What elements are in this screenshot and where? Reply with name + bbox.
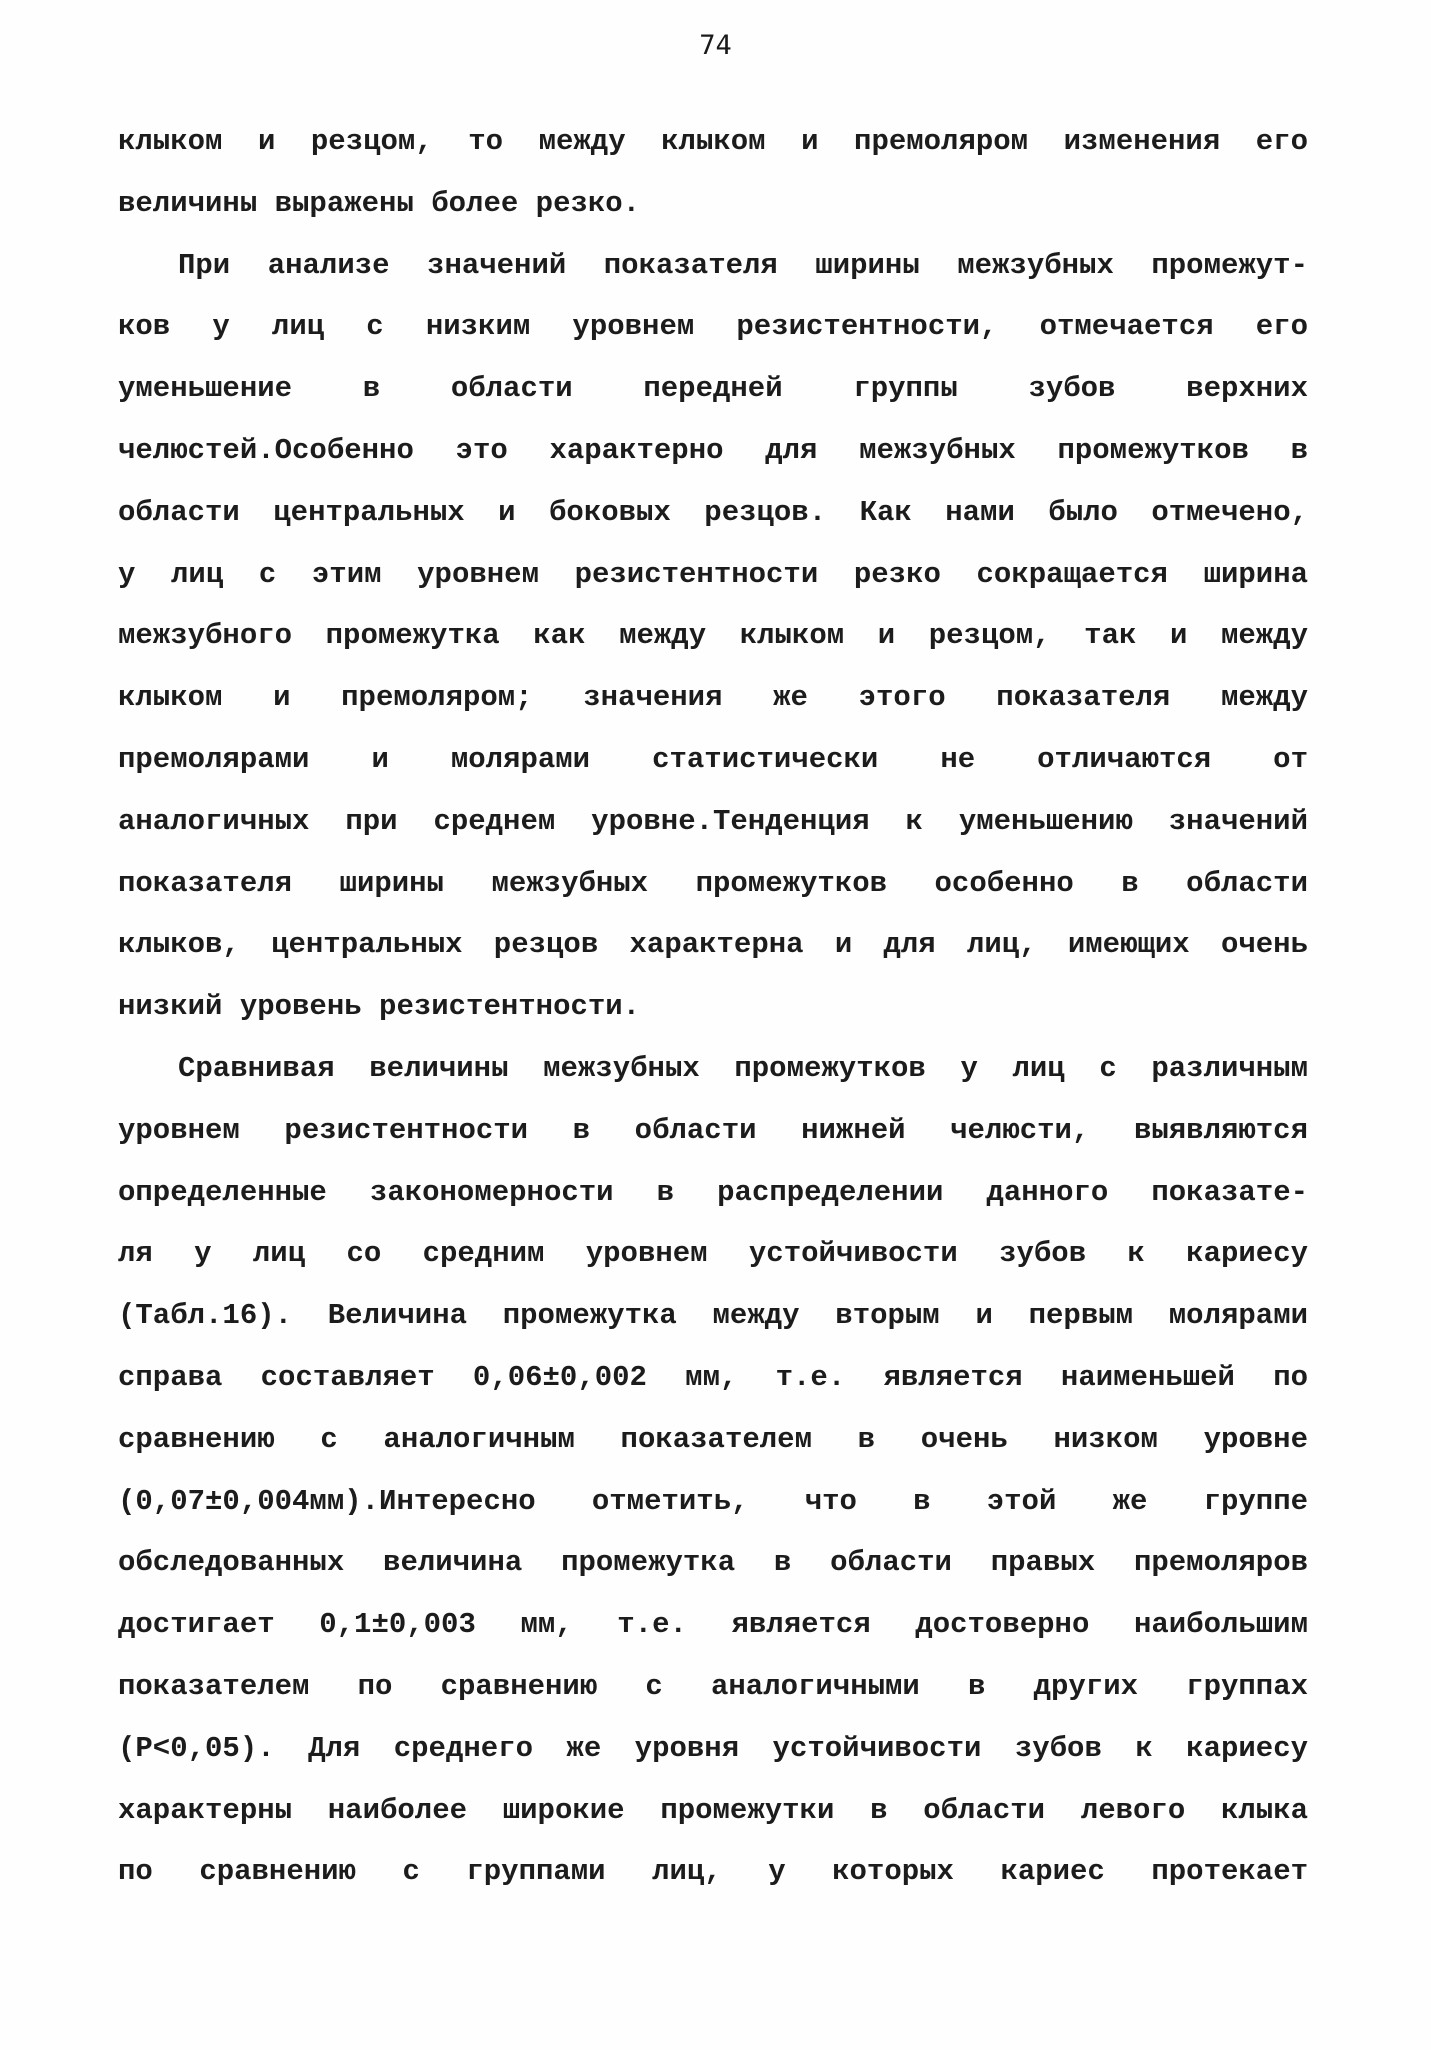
text-line: у лиц с этим уровнем резистентности резко сокращается ширина: [118, 557, 1308, 591]
paragraph-2: [118, 242, 1308, 1045]
page-number: 74: [699, 30, 732, 61]
text-line: справа составляет 0,06±0,002 мм, т.е. является наименьшей по: [118, 1360, 1308, 1394]
text-line: клыков, центральных резцов характерна и для лиц, имеющих очень: [118, 928, 1308, 962]
text-line: величины выражены более резко.: [118, 186, 641, 220]
text-line: (0,07±0,004мм).Интересно отметить, что в этой же группе: [118, 1484, 1308, 1518]
text-line: сравнению с аналогичным показателем в очень низком уровне: [118, 1422, 1308, 1456]
text-line: аналогичных при среднем уровне.Тенденция к уменьшению значений: [118, 804, 1308, 838]
text-line: При анализе значений показателя ширины межзубных промежут-: [178, 248, 1308, 282]
text-line: клыком и премоляром; значения же этого показателя между: [118, 681, 1308, 715]
text-line: ков у лиц с низким уровнем резистентности, отмечается его: [118, 310, 1308, 344]
text-line: ля у лиц со средним уровнем устойчивости зубов к кариесу: [118, 1237, 1308, 1271]
text-line: достигает 0,1±0,003 мм, т.е. является достоверно наибольшим: [118, 1608, 1308, 1642]
text-line: Сравнивая величины межзубных промежутков у лиц с различным: [178, 1051, 1308, 1085]
text-line: уровнем резистентности в области нижней челюсти, выявляются: [118, 1113, 1308, 1147]
text-line: премолярами и молярами статистически не отличаются от: [118, 742, 1308, 776]
text-line: определенные закономерности в распределении данного показате-: [118, 1175, 1308, 1209]
text-line: межзубного промежутка как между клыком и резцом, так и между: [118, 619, 1308, 653]
text-line: (Табл.16). Величина промежутка между вторым и первым молярами: [118, 1299, 1308, 1333]
text-line: челюстей.Особенно это характерно для межзубных промежутков в: [118, 433, 1308, 467]
text-line: показателем по сравнению с аналогичными в других группах: [118, 1669, 1308, 1703]
text-line: (Р<0,05). Для среднего же уровня устойчивости зубов к кариесу: [118, 1731, 1308, 1765]
text-line: уменьшение в области передней группы зубов верхних: [118, 372, 1308, 406]
paragraph-3: [118, 1045, 1308, 1910]
body-text: [118, 118, 1308, 1910]
text-line: обследованных величина промежутка в области правых премоляров: [118, 1546, 1308, 1580]
text-line: по сравнению с группами лиц, у которых кариес протекает: [118, 1855, 1308, 1889]
text-line: показателя ширины межзубных промежутков особенно в области: [118, 866, 1308, 900]
paragraph-1: [118, 118, 1308, 242]
text-line: низкий уровень резистентности.: [118, 990, 641, 1024]
text-line: области центральных и боковых резцов. Как нами было отмечено,: [118, 495, 1308, 529]
text-line: клыком и резцом, то между клыком и премоляром изменения его: [118, 125, 1308, 158]
text-line: характерны наиболее широкие промежутки в области левого клыка: [118, 1793, 1308, 1827]
